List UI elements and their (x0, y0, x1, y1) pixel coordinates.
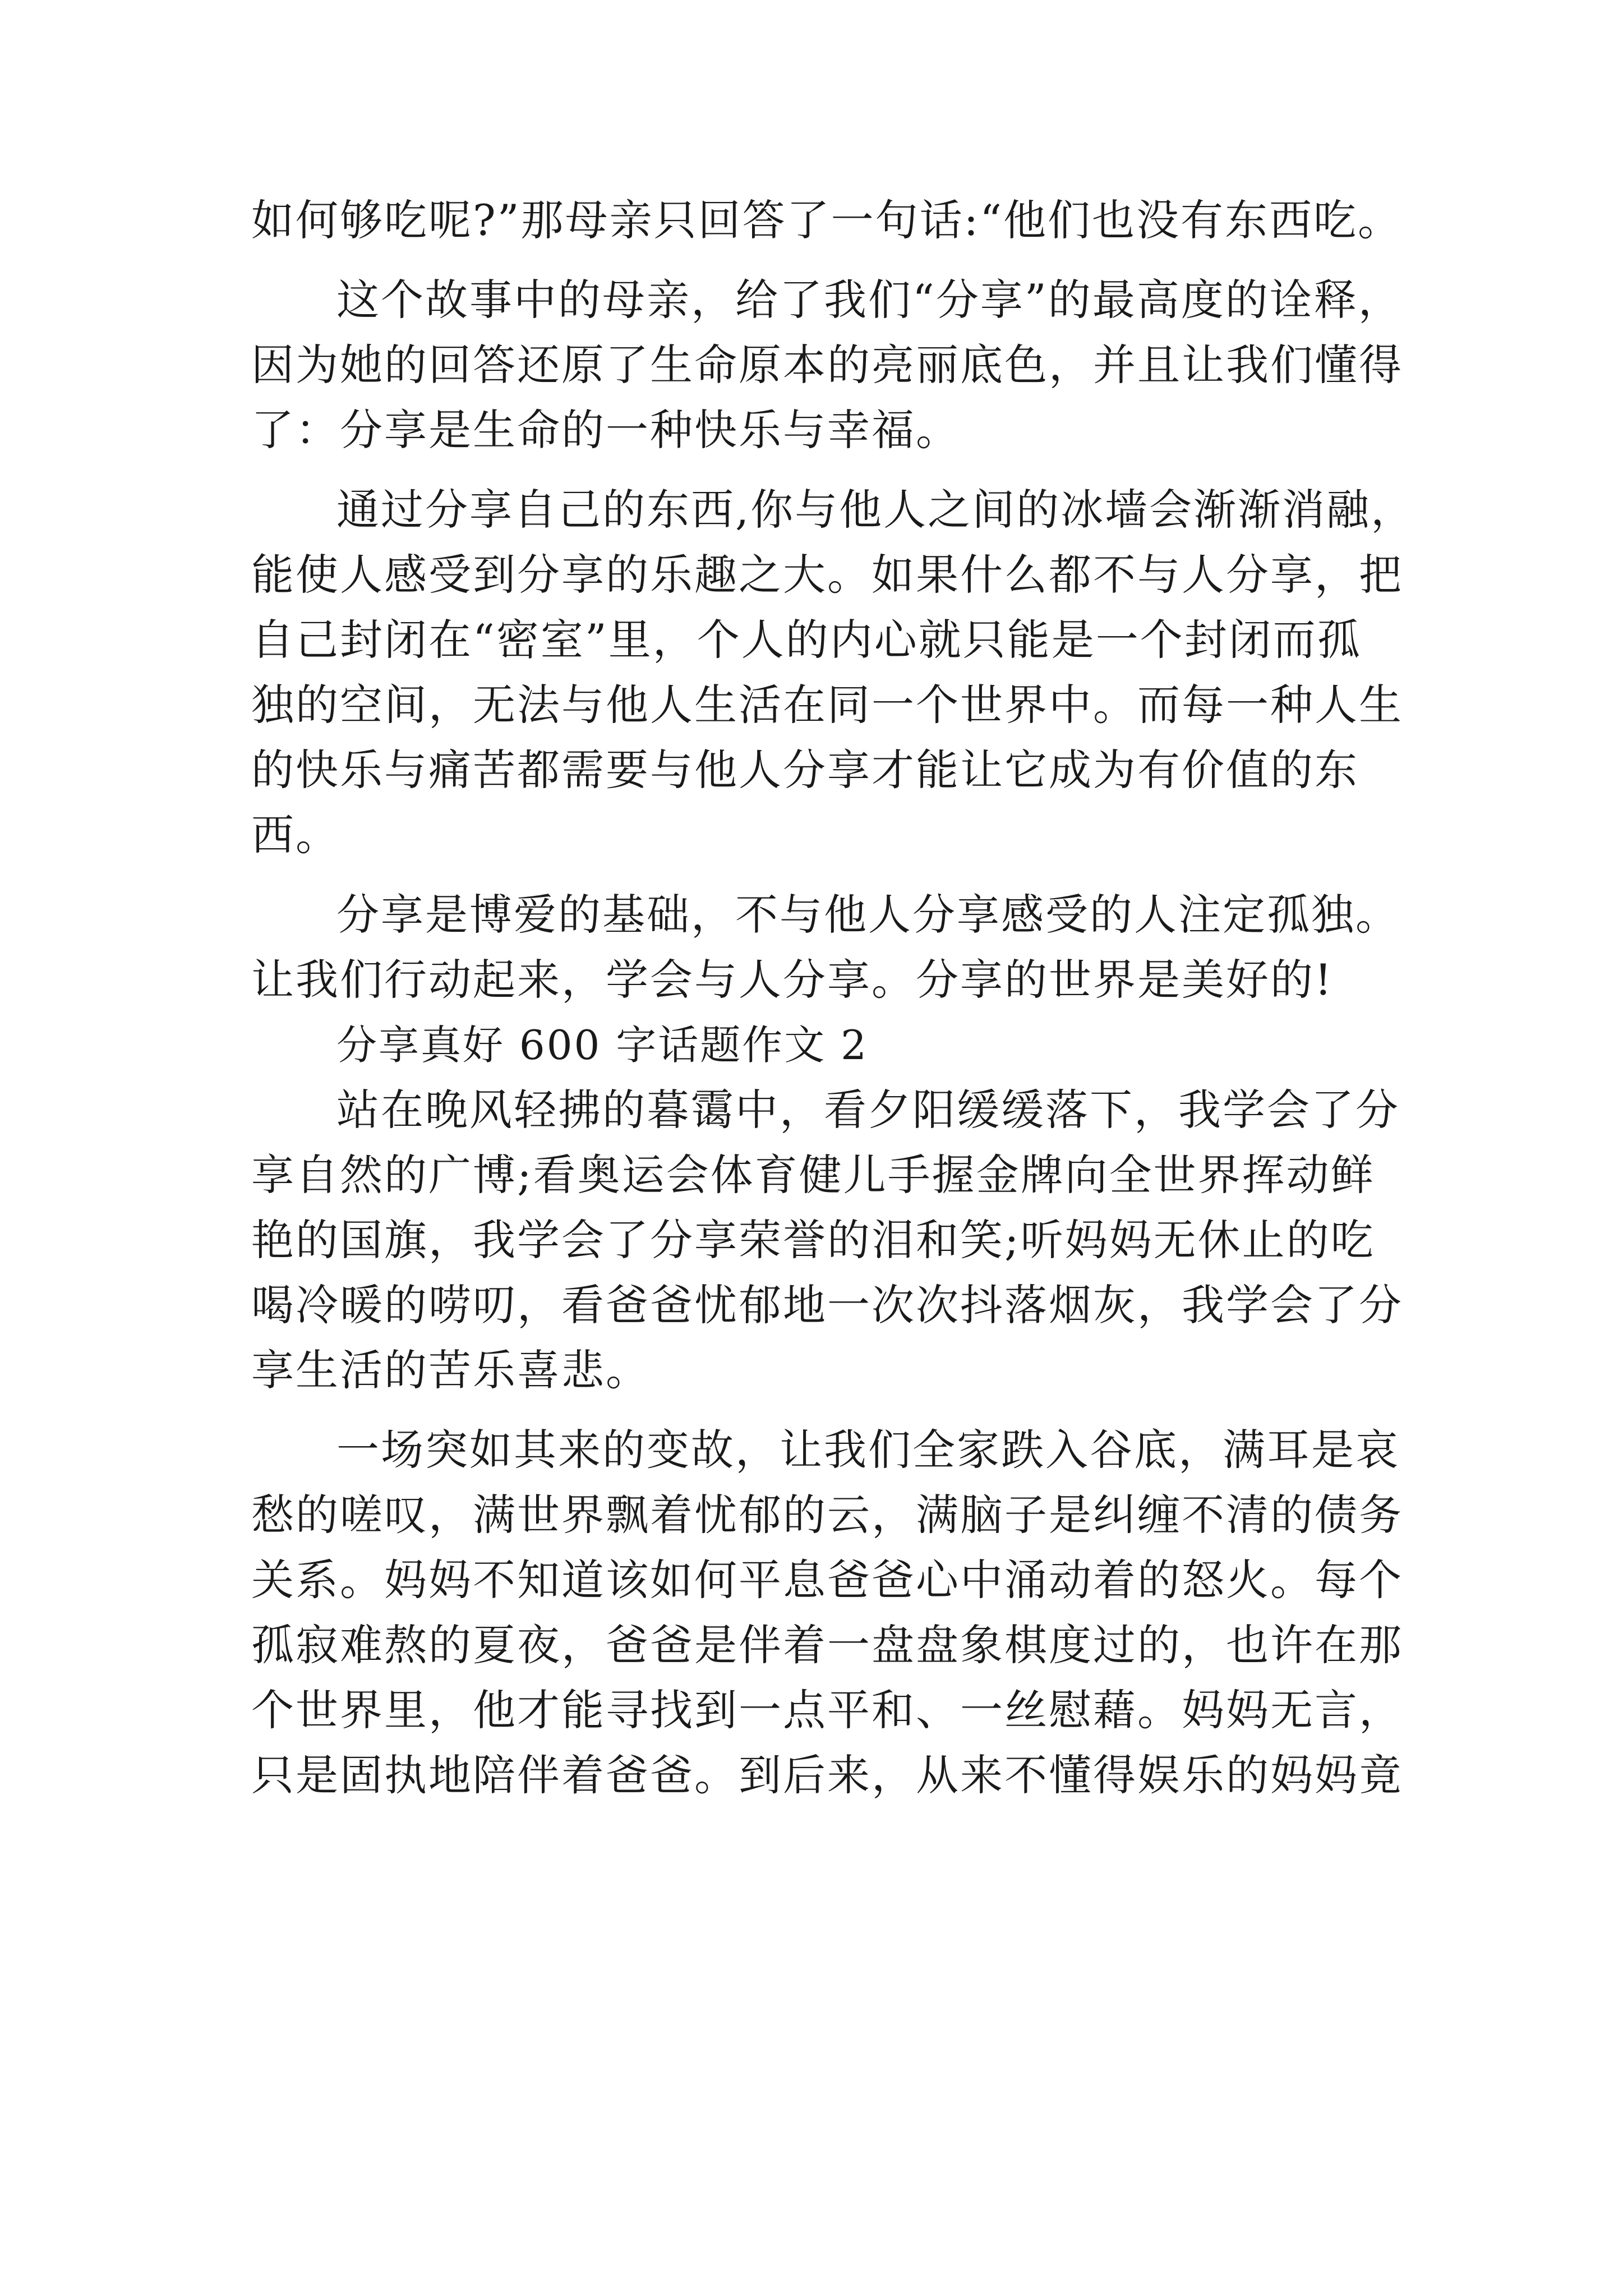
text-line: 分享是博爱的基础，不与他人分享感受的人注定孤独。 (336, 890, 1400, 940)
text-line: 让我们行动起来，学会与人分享。分享的世界是美好的! (251, 955, 1334, 1005)
text-line: 独的空间，无法与他人生活在同一个世界中。而每一种人生 (251, 680, 1403, 730)
section-heading: 分享真好 600 字话题作文 2 (336, 1022, 868, 1069)
text-line: 享自然的广博;看奥运会体育健儿手握金牌向全世界挥动鲜 (251, 1150, 1375, 1200)
text-line: 如何够吃呢?”那母亲只回答了一句话:“他们也没有东西吃。 (251, 195, 1403, 245)
text-line: 自己封闭在“密室”里，个人的内心就只能是一个封闭而孤 (251, 615, 1362, 665)
text-line: 能使人感受到分享的乐趣之大。如果什么都不与人分享，把 (251, 550, 1403, 600)
text-line: 个世界里，他才能寻找到一点平和、一丝慰藉。妈妈无言， (251, 1685, 1403, 1735)
text-line: 这个故事中的母亲，给了我们“分享”的最高度的诠释， (336, 275, 1403, 325)
essay-body (251, 188, 1415, 1808)
text-line: 通过分享自己的东西,你与他人之间的冰墙会渐渐消融， (336, 485, 1415, 535)
text-line: 一场突如其来的变故，让我们全家跌入谷底，满耳是哀 (336, 1425, 1400, 1475)
text-line: 愁的嗟叹，满世界飘着忧郁的云，满脑子是纠缠不清的债务 (251, 1490, 1403, 1540)
text-line: 了：分享是生命的一种快乐与幸福。 (251, 405, 960, 455)
text-line: 只是固执地陪伴着爸爸。到后来，从来不懂得娱乐的妈妈竟 (251, 1750, 1403, 1800)
text-line: 西。 (251, 810, 340, 860)
text-line: 的快乐与痛苦都需要与他人分享才能让它成为有价值的东 (251, 745, 1359, 795)
text-line: 因为她的回答还原了生命原本的亮丽底色，并且让我们懂得 (251, 340, 1403, 390)
text-line: 站在晚风轻拂的暮霭中，看夕阳缓缓落下，我学会了分 (336, 1085, 1400, 1135)
text-line: 喝冷暖的唠叨，看爸爸忧郁地一次次抖落烟灰，我学会了分 (251, 1280, 1403, 1330)
text-line: 关系。妈妈不知道该如何平息爸爸心中涌动着的怒火。每个 (251, 1555, 1403, 1605)
text-line: 孤寂难熬的夏夜，爸爸是伴着一盘盘象棋度过的，也许在那 (251, 1620, 1403, 1670)
text-line: 享生活的苦乐喜悲。 (251, 1345, 650, 1395)
text-line: 艳的国旗，我学会了分享荣誉的泪和笑;听妈妈无休止的吃 (251, 1215, 1375, 1265)
